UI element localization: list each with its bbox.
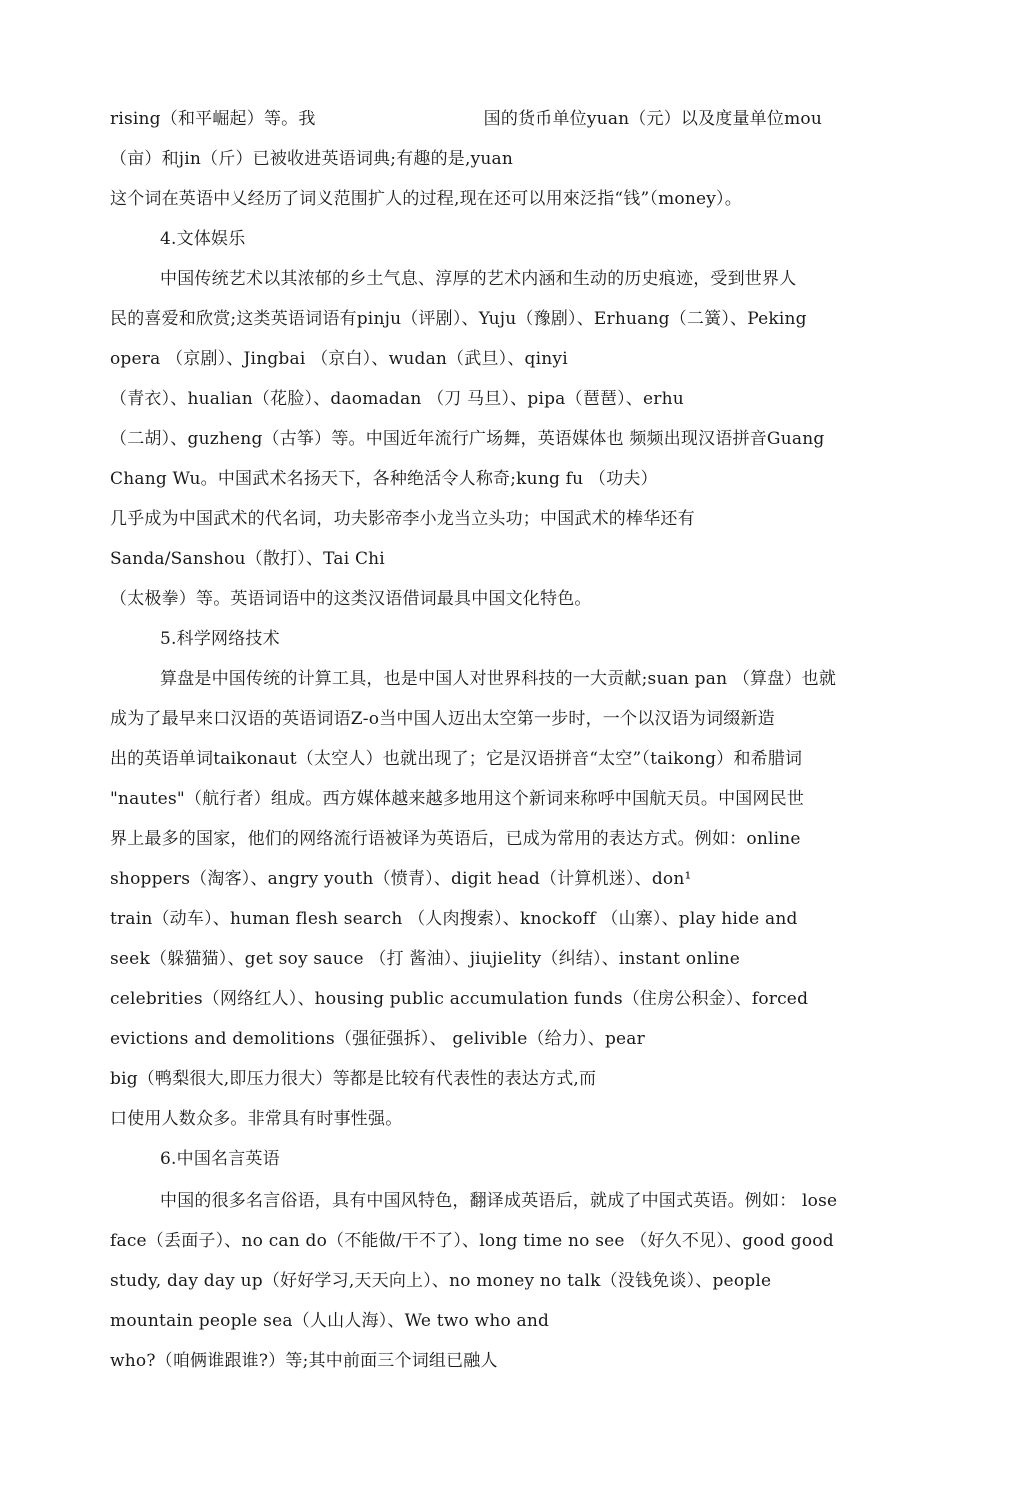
paragraph-first-line: 中国传统艺术以其浓郁的乡土气息、淳厚的艺术内涵和生动的历史痕迹，受到世界人 [160, 269, 797, 289]
text-line: train（动车）、human flesh search （人肉搜索）、knockoff （山寨）、play hide and [110, 909, 798, 929]
text-line: opera （京剧）、Jingbai （京白）、wudan（武旦）、qinyi [110, 349, 568, 369]
text-line: mountain people sea（人山人海）、We two who and [110, 1311, 550, 1331]
text-line: （太极拳）等。英语词语中的这类汉语借词最具中国文化特色。 [110, 589, 592, 609]
text-line: （青衣）、hualian（花脸）、daomadan （刀 马旦）、pipa（琶琶）、erhu [110, 389, 684, 409]
text-line: 成为了最早来口汉语的英语词语Z-o当中国人迈出太空第一步时，一个以汉语为词缀新造 [110, 709, 775, 729]
section-heading: 4.文体娱乐 [160, 229, 246, 249]
section-heading: 5.科学网络技术 [160, 629, 280, 649]
paragraph-first-line: 中国的很多名言俗语，具有中国风特色，翻译成英语后，就成了中国式英语。例如： lose [160, 1191, 838, 1211]
text-line: （二胡）、guzheng（古筝）等。中国近年流行广场舞，英语媒体也 频频出现汉语拼音Guang [110, 429, 825, 449]
text-line: face（丢面子）、no can do（不能做/干不了）、long time no see （好久不见）、good good [110, 1231, 834, 1251]
text-line: rising（和平崛起）等。我 国的货币单位yuan（元）以及度量单位mou [110, 109, 823, 129]
text-line: Chang Wu。中国武术名扬天下，各种绝活令人称奇;kung fu （功夫） [110, 469, 658, 489]
text-line: celebrities（网络红人）、housing public accumulation funds（住房公积金）、forced [110, 989, 809, 1009]
text-line: who?（咱俩谁跟谁?）等;其中前面三个词组已融人 [110, 1351, 498, 1371]
text-line: （亩）和jin（斤）已被收进英语词典;有趣的是,yuan [110, 149, 514, 169]
text-line: evictions and demolitions（强征强拆）、 gelivible（给力）、pear [110, 1029, 645, 1049]
text-line: Sanda/Sanshou（散打）、Tai Chi [110, 549, 385, 569]
text-line: seek（躲猫猫）、get soy sauce （打 酱油）、jiujielity（纠结）、instant online [110, 949, 741, 969]
text-line: 口使用人数众多。非常具有时事性强。 [110, 1109, 403, 1129]
paragraph-first-line: 算盘是中国传统的计算工具，也是中国人对世界科技的一大贡献;suan pan （算盘）也就 [160, 669, 837, 689]
text-line: 出的英语单词taikonaut（太空人）也就出现了；它是汉语拼音“太空”（taikong）和希腊词 [110, 749, 803, 769]
text-line: "nautes"（航行者）组成。西方媒体越来越多地用这个新词来称呼中国航天员。中国网民世 [110, 789, 805, 809]
text-line: study, day day up（好好学习,天天向上）、no money no talk（没钱免谈）、people [110, 1271, 772, 1291]
text-line: 这个词在英语中乂经历了词义范围扩人的过程,现在还可以用來泛指“钱”（money）。 [110, 189, 742, 209]
text-line: shoppers（淘客）、angry youth（愤青）、digit head（计算机迷）、don¹ [110, 869, 692, 889]
text-line: big（鸭梨很大,即压力很大）等都是比较有代表性的表达方式,而 [110, 1069, 597, 1089]
text-line: 几乎成为中国武术的代名词，功夫影帝李小龙当立头功；中国武术的棒华还有 [110, 509, 695, 529]
text-line: 民的喜爱和欣赏;这类英语词语有pinju（评剧）、Yuju（豫剧）、Erhuang（二簧）、Peking [110, 309, 807, 329]
section-heading: 6.中国名言英语 [160, 1149, 280, 1169]
text-line: 界上最多的国家，他们的网络流行语被译为英语后，已成为常用的表达方式。例如：online [110, 829, 801, 849]
